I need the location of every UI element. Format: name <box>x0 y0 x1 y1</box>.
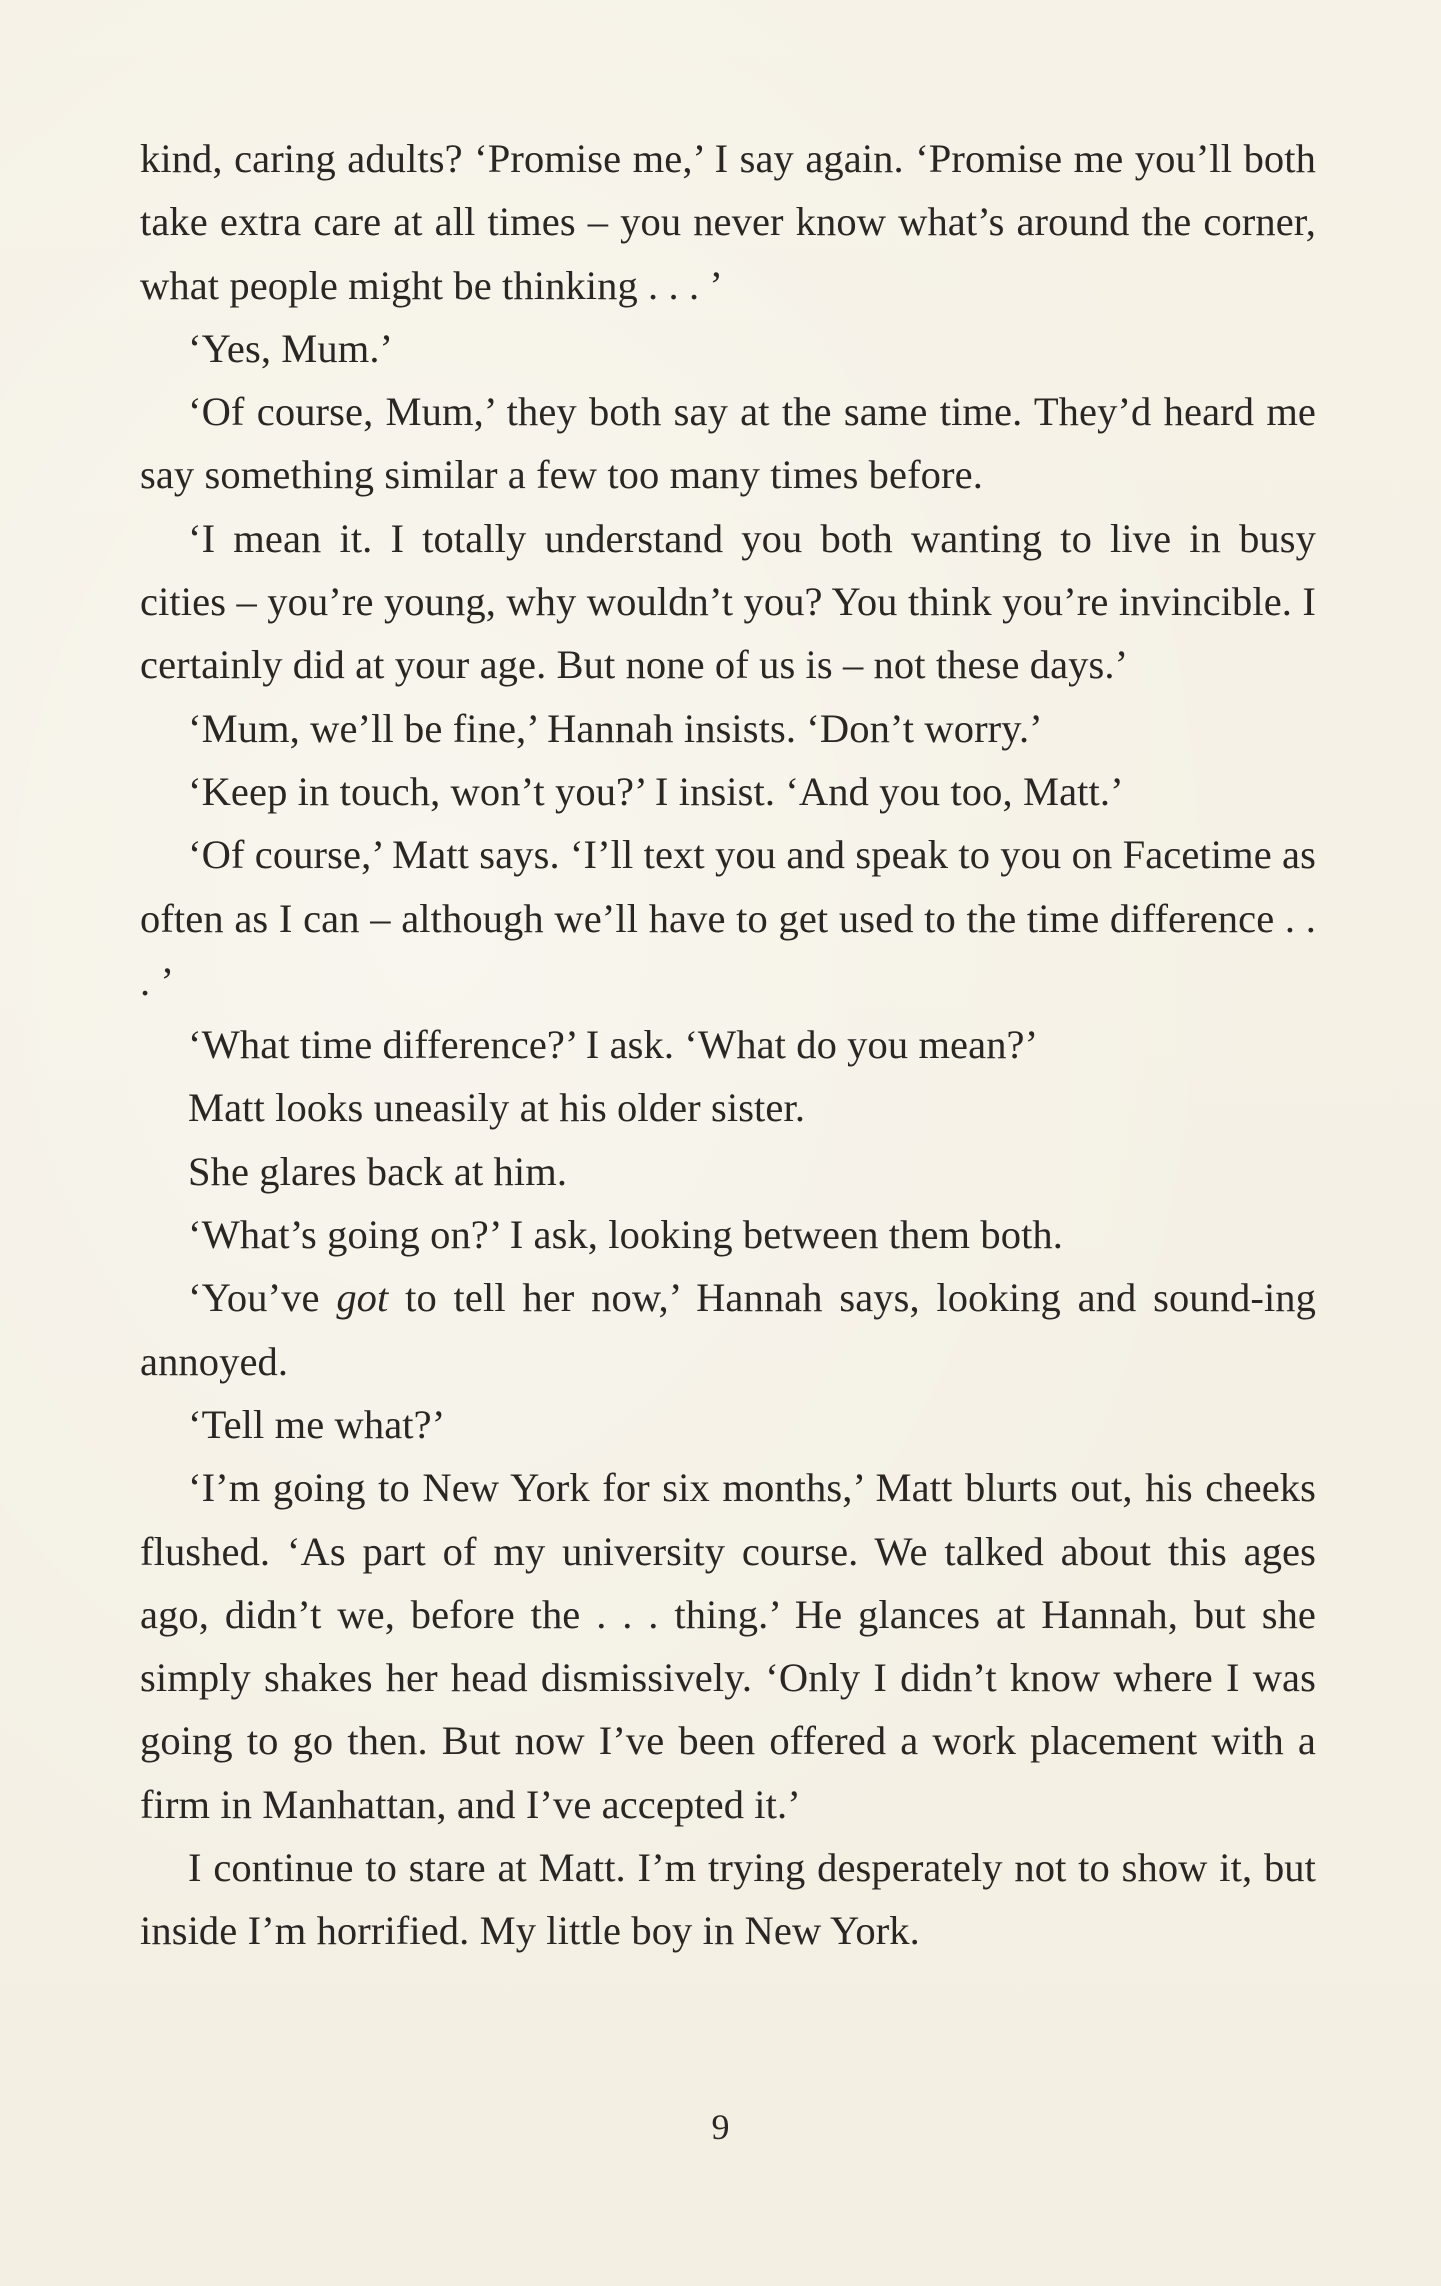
paragraph: Matt looks uneasily at his older sister. <box>188 1085 806 1131</box>
body-text <box>140 127 1316 1963</box>
emphasis-text: got <box>336 1275 389 1321</box>
paragraph: ‘What time difference?’ I ask. ‘What do you mean?’ <box>188 1022 1039 1068</box>
text-run: to tell her now,’ Hannah says, looking and sound-ing annoyed. <box>140 1275 1316 1384</box>
paragraph: I continue to stare at Matt. I’m trying desperately not to show it, but inside I’m horrified. My little boy in New York. <box>140 1845 1316 1954</box>
paragraph: kind, caring adults? ‘Promise me,’ I say again. ‘Promise me you’ll both take extra care at all times – you never know what’s around the corner, what people might be thinking . . . ’ <box>140 136 1316 308</box>
paragraph <box>140 1266 1316 1393</box>
paragraph: ‘Keep in touch, won’t you?’ I insist. ‘And you too, Matt.’ <box>188 768 1124 814</box>
page-number: 9 <box>711 2107 730 2147</box>
paragraph: ‘Of course,’ Matt says. ‘I’ll text you and speak to you on Facetime as often as I can – although we’ll have to get used to the time difference . . . ’ <box>140 832 1316 1004</box>
paragraph: ‘I mean it. I totally understand you both wanting to live in busy cities – you’re young, why wouldn’t you? You think you’re invincible. I certainly did at your age. But none of us is – not these days.’ <box>140 515 1316 688</box>
paragraph: ‘Of course, Mum,’ they both say at the same time. They’d heard me say something similar a few too many times before. <box>140 389 1316 498</box>
paragraph: ‘Mum, we’ll be fine,’ Hannah insists. ‘Don’t worry.’ <box>188 705 1043 751</box>
paragraph: She glares back at him. <box>188 1148 568 1194</box>
paragraph: ‘I’m going to New York for six months,’ Matt blurts out, his cheeks flushed. ‘As part of my university course. We talked about this ages ago, didn’t we, before the . . . thing.’ He glances at Hannah, but she simply shakes her head dismissively. ‘Only I didn’t know where I was going to go then. But now I’ve been offered a work placement with a firm in Manhattan, and I’ve accepted it.’ <box>140 1465 1316 1827</box>
paragraph: ‘Yes, Mum.’ <box>188 325 394 371</box>
text-run: ‘You’ve <box>188 1275 337 1321</box>
paragraph: ‘Tell me what?’ <box>188 1401 446 1447</box>
paragraph: ‘What’s going on?’ I ask, looking between them both. <box>188 1212 1064 1258</box>
